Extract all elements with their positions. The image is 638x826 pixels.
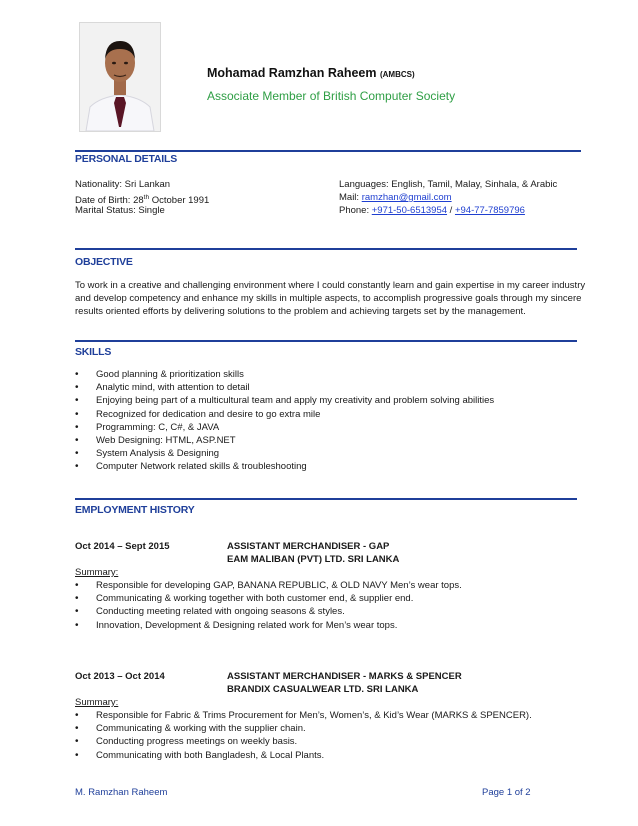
mail-label: Mail: <box>339 192 362 203</box>
section-rule-skills <box>75 340 577 342</box>
mail-line <box>339 191 452 204</box>
languages: Languages: English, Tamil, Malay, Sinhala, & Arabic <box>339 179 558 190</box>
section-title-objective: OBJECTIVE <box>75 256 133 268</box>
section-rule-objective <box>75 248 577 250</box>
section-title-employment: EMPLOYMENT HISTORY <box>75 504 195 516</box>
job-summary-item: • Communicating & working with the supplier chain. <box>75 722 605 735</box>
job-role: ASSISTANT MERCHANDISER - MARKS & SPENCER <box>227 671 462 682</box>
candidate-name <box>207 66 415 80</box>
skill-item: • System Analysis & Designing <box>75 447 591 460</box>
candidate-name-text: Mohamad Ramzhan Raheem <box>207 66 377 80</box>
skill-item: • Computer Network related skills & troubleshooting <box>75 460 591 473</box>
dob-sup: th <box>143 194 150 201</box>
phone-separator: / <box>447 205 455 216</box>
job-summary-item: • Communicating & working together with both customer end, & supplier end. <box>75 592 591 605</box>
footer-page-number: Page 1 of 2 <box>482 787 531 798</box>
skills-list <box>75 368 591 474</box>
job-summary-item: • Communicating with both Bangladesh, & Local Plants. <box>75 749 605 762</box>
profile-photo <box>79 22 161 132</box>
skill-item: • Analytic mind, with attention to detail <box>75 381 591 394</box>
nationality: Nationality: Sri Lankan <box>75 179 171 190</box>
objective-text: To work in a creative and challenging environment where I could constantly learn and gain expertise in my career industry and develop competency and enhance my skills in multiple aspects, to accomplish progressive goals through my sincere results oriented efforts by delivering solutions to the problem and achieving targets set by the management. <box>75 280 586 317</box>
job-role: ASSISTANT MERCHANDISER - GAP <box>227 541 390 552</box>
section-rule-personal <box>75 150 581 152</box>
phone-label: Phone: <box>339 205 372 216</box>
job-summary-label: Summary: <box>75 697 119 708</box>
section-title-personal: PERSONAL DETAILS <box>75 153 178 165</box>
job-summary-list <box>75 579 591 632</box>
phone-link-1[interactable]: +971-50-6513954 <box>371 205 448 216</box>
skill-item: • Web Designing: HTML, ASP.NET <box>75 434 591 447</box>
skill-item: • Good planning & prioritization skills <box>75 368 591 381</box>
job-company: BRANDIX CASUALWEAR LTD. SRI LANKA <box>227 684 419 695</box>
job-period: Oct 2013 – Oct 2014 <box>75 671 165 682</box>
marital-status: Marital Status: Single <box>75 205 165 216</box>
candidate-subtitle: Associate Member of British Computer Society <box>207 89 456 103</box>
job-summary-list <box>75 709 605 762</box>
job-summary-item: • Responsible for Fabric & Trims Procurement for Men’s, Women’s, & Kid’s Wear (MARKS & SPENCER). <box>75 709 605 722</box>
job-period: Oct 2014 – Sept 2015 <box>75 541 170 552</box>
footer-name: M. Ramzhan Raheem <box>75 787 168 798</box>
job-summary-item: • Responsible for developing GAP, BANANA REPUBLIC, & OLD NAVY Men’s wear tops. <box>75 579 591 592</box>
phone-line <box>339 204 525 217</box>
job-summary-item: • Innovation, Development & Designing related work for Men’s wear tops. <box>75 619 591 632</box>
skill-item: • Enjoying being part of a multicultural team and apply my creativity and problem solving abilities <box>75 394 591 407</box>
candidate-name-suffix: (AMBCS) <box>379 70 415 79</box>
job-summary-item: • Conducting meeting related with ongoing seasons & styles. <box>75 605 591 618</box>
dob-prefix: Date of Birth: 28 <box>75 195 144 207</box>
job-company: EAM MALIBAN (PVT) LTD. SRI LANKA <box>227 554 400 565</box>
profile-photo-illustration <box>80 23 160 131</box>
job-summary-label: Summary: <box>75 567 119 578</box>
skill-item: • Recognized for dedication and desire to go extra mile <box>75 408 591 421</box>
job-summary-item: • Conducting progress meetings on weekly basis. <box>75 735 605 748</box>
section-title-skills: SKILLS <box>75 346 112 358</box>
skill-item: • Programming: C, C#, & JAVA <box>75 421 591 434</box>
email-link[interactable]: ramzhan@gmail.com <box>361 192 452 203</box>
dob-suffix: October 1991 <box>149 195 210 207</box>
section-rule-employment <box>75 498 577 500</box>
phone-link-2[interactable]: +94-77-7859796 <box>454 205 525 216</box>
